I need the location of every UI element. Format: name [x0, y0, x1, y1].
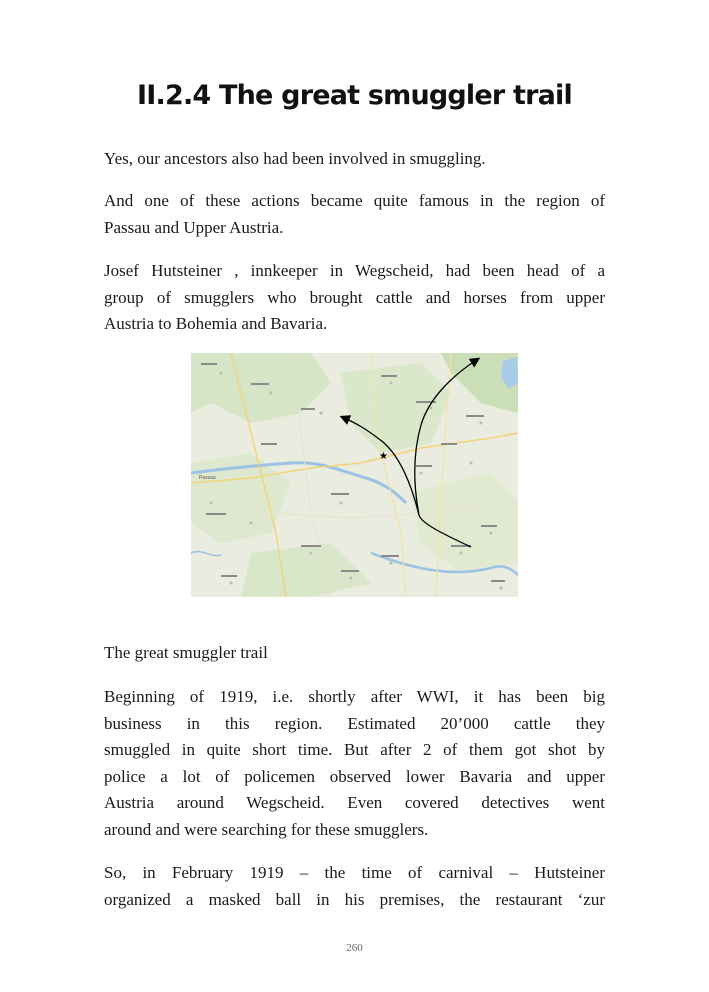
paragraph-3-line-2: group of smugglers who brought cattle and horses from upper	[104, 287, 605, 307]
paragraph-4-line-4: police a lot of policemen observed lower Bavaria and upper	[104, 766, 605, 786]
smuggler-trail-map	[191, 353, 518, 597]
paragraph-5-line-1: So, in February 1919 – the time of carnival – Hutsteiner	[104, 863, 605, 882]
paragraph-4-line-3: smuggled in quite short time. But after 2 of them got shot by	[104, 740, 605, 759]
map-graphic	[191, 353, 518, 597]
paragraph-1	[104, 146, 605, 173]
paragraph-4-line-1: Beginning of 1919, i.e. shortly after WWI, it has been big	[104, 687, 605, 706]
map-label-passau: Passau	[199, 475, 216, 481]
paragraph-3-line-1: Josef Hutsteiner , innkeeper in Wegscheid, had been head of a	[104, 261, 605, 280]
wegscheid-star-icon: ★	[379, 451, 388, 462]
paragraph-2-line-1: And one of these actions became quite famous in the region of	[104, 191, 605, 210]
paragraph-3	[104, 258, 605, 338]
paragraph-2	[104, 188, 605, 241]
paragraph-4-line-6: around and were searching for these smugglers.	[104, 819, 429, 839]
paragraph-5	[104, 860, 605, 913]
section-heading: II.2.4 The great smuggler trail	[137, 80, 572, 111]
paragraph-3-line-3: Austria to Bohemia and Bavaria.	[104, 314, 328, 333]
map-caption	[104, 640, 605, 667]
paragraph-2-line-2: Passau and Upper Austria.	[104, 217, 284, 237]
paragraph-5-line-2: organized a masked ball in his premises, the restaurant ‘zur	[104, 889, 605, 909]
paragraph-4	[104, 684, 605, 843]
paragraph-4-line-5: Austria around Wegscheid. Even covered detectives went	[104, 793, 605, 812]
caption-line: The great smuggler trail	[104, 643, 268, 662]
paragraph-1-line: Yes, our ancestors also had been involved in smuggling.	[104, 149, 486, 168]
paragraph-4-line-2: business in this region. Estimated 20’000 cattle they	[104, 713, 605, 733]
page-number: 260	[346, 942, 363, 954]
